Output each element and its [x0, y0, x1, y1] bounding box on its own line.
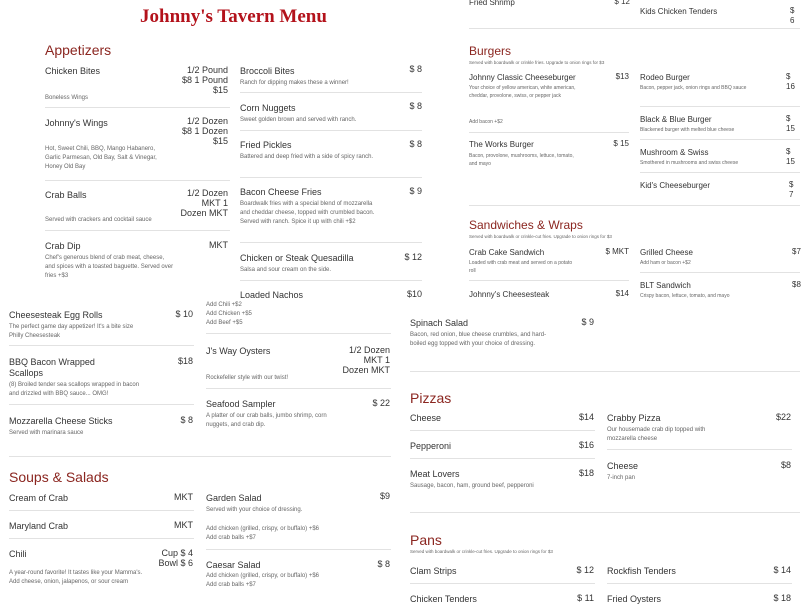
fried-pickles-desc: Battered and deep fried with a side of spicy ranch. [240, 154, 374, 160]
pans-note: Served with boardwalk or crinkle-cut fries. Upgrade to onion rings for $3 [410, 549, 553, 554]
scallops-desc: (8) Broiled tender sea scallops wrapped in bacon and drizzled with BBQ sauce... OMG! [9, 382, 140, 397]
blt-name: BLT Sandwich [640, 281, 691, 290]
oysters-name: J's Way Oysters [206, 346, 271, 356]
kids-tenders-price: $ 6 [790, 6, 795, 25]
chili-price: Cup $ 4 Bowl $ 6 [158, 548, 193, 568]
works-burger-name: The Works Burger [469, 140, 534, 149]
scallops-name: BBQ Bacon Wrapped Scallops [9, 357, 95, 378]
blt-price: $8 [792, 280, 801, 289]
clam-strips-name: Clam Strips [410, 566, 457, 576]
mozzarella-sticks-name: Mozzarella Cheese Sticks [9, 416, 113, 426]
egg-rolls-price: $ 10 [175, 309, 193, 319]
pans-heading: Pans [410, 532, 442, 548]
classic-burger-price: $13 [615, 72, 629, 81]
crab-dip-price: MKT [209, 240, 228, 250]
loaded-nachos-addons: Add Chili +$2 Add Chicken +$5 Add Beef +$5 [206, 302, 252, 326]
pizza-7in-desc: 7-inch pan [607, 475, 636, 481]
meat-lovers-price: $18 [578, 468, 594, 478]
mushroom-swiss-desc: Smothered in mushrooms and swiss cheese [640, 160, 739, 166]
quesadilla-desc: Salsa and sour cream on the side. [240, 267, 332, 273]
classic-burger-name: Johnny Classic Cheeseburger [469, 73, 576, 82]
black-blue-name: Black & Blue Burger [640, 115, 712, 124]
corn-nuggets-desc: Sweet golden brown and served with ranch. [240, 117, 357, 123]
black-blue-price: $ 15 [786, 114, 795, 133]
crab-cake-sandwich-desc: Loaded with crab meat and served on a potato roll [469, 260, 573, 274]
broccoli-bites-name: Broccoli Bites [240, 66, 295, 76]
crab-balls-desc: Served with crackers and cocktail sauce [45, 217, 152, 223]
pizza-7in-price: $8 [780, 460, 791, 470]
kids-tenders-name: Kids Chicken Tenders [640, 7, 718, 16]
sandwiches-note: Served with boardwalk or crinkle-cut fries. Upgrade to onion rings for $3 [469, 234, 612, 239]
caesar-salad-addons: Add chicken (grilled, crispy, or buffalo) +$6 Add crab balls +$7 [206, 573, 320, 588]
quesadilla-name: Chicken or Steak Quesadilla [240, 253, 354, 263]
maryland-crab-price: MKT [174, 520, 193, 530]
crabby-pizza-name: Crabby Pizza [607, 413, 661, 423]
egg-rolls-desc: The perfect game day appetizer! It's a bite size Philly Cheesesteak [9, 324, 134, 339]
mushroom-swiss-price: $ 15 [786, 147, 795, 166]
kids-cheeseburger-name: Kid's Cheeseburger [640, 181, 711, 190]
blt-desc: Crispy bacon, lettuce, tomato, and mayo [640, 293, 730, 299]
chili-desc: A year-round favorite! It tastes like your Mamma's. Add cheese, onion, jalapenos, or sour cream [9, 570, 143, 585]
pizza-cheese-price: $14 [578, 412, 594, 422]
seafood-sampler-desc: A platter of our crab balls, jumbo shrimp, corn nuggets, and crab dip. [206, 413, 327, 428]
mushroom-swiss-name: Mushroom & Swiss [640, 148, 709, 157]
broccoli-bites-desc: Ranch for dipping makes these a winner! [240, 80, 349, 86]
oysters-desc: Rockefeller style with our twist! [206, 375, 289, 381]
chicken-bites-price: 1/2 Pound $8 1 Pound $15 [181, 65, 228, 95]
crab-cake-sandwich-price: $ MKT [605, 247, 629, 256]
rockfish-tenders-name: Rockfish Tenders [607, 566, 676, 576]
burgers-note: Served with boardwalk or crinkle fries. Upgrade to onion rings for $3 [469, 60, 605, 65]
chicken-tenders-name: Chicken Tenders [410, 594, 477, 604]
fried-pickles-name: Fried Pickles [240, 140, 292, 150]
grilled-cheese-name: Grilled Cheese [640, 248, 693, 257]
rodeo-burger-desc: Bacon, pepper jack, onion rings and BBQ sauce [640, 85, 747, 91]
meat-lovers-name: Meat Lovers [410, 469, 460, 479]
crab-balls-price: 1/2 Dozen MKT 1 Dozen MKT [180, 188, 228, 218]
garden-salad-name: Garden Salad [206, 493, 262, 503]
spinach-salad-price: $ 9 [581, 317, 594, 327]
pizzas-heading: Pizzas [410, 390, 452, 406]
pizza-cheese-name: Cheese [410, 413, 442, 423]
bacon-cheese-fries-price: $ 9 [409, 186, 422, 196]
works-burger-desc: Bacon, provolone, mushrooms, lettuce, tomato, and mayo [469, 153, 574, 167]
crabby-pizza-price: $22 [775, 412, 791, 422]
fried-pickles-price: $ 8 [409, 139, 422, 149]
chicken-bites-name: Chicken Bites [45, 66, 101, 76]
mozzarella-sticks-desc: Served with marinara sauce [9, 430, 84, 436]
quesadilla-price: $ 12 [404, 252, 422, 262]
classic-burger-addon: Add bacon +$2 [469, 119, 503, 125]
corn-nuggets-name: Corn Nuggets [240, 103, 296, 113]
scallops-price: $18 [177, 356, 193, 366]
maryland-crab-name: Maryland Crab [9, 521, 69, 531]
broccoli-bites-price: $ 8 [409, 64, 422, 74]
soups-salads-heading: Soups & Salads [9, 469, 109, 485]
fried-oysters-name: Fried Oysters [607, 594, 662, 604]
cream-of-crab-name: Cream of Crab [9, 493, 69, 503]
seafood-sampler-price: $ 22 [372, 398, 390, 408]
loaded-nachos-name: Loaded Nachos [240, 290, 304, 300]
oysters-price: 1/2 Dozen MKT 1 Dozen MKT [342, 345, 390, 375]
pizza-7in-name: Cheese [607, 461, 639, 471]
clam-strips-price: $ 12 [576, 565, 594, 575]
crab-cake-sandwich-name: Crab Cake Sandwich [469, 248, 545, 257]
garden-salad-addons: Add chicken (grilled, crispy, or buffalo) +$6 Add crab balls +$7 [206, 526, 320, 541]
pepperoni-price: $16 [578, 440, 594, 450]
fried-shrimp-name: Fried Shrimp [469, 0, 515, 7]
cheesesteak-name: Johnny's Cheesesteak [469, 290, 550, 299]
rodeo-burger-name: Rodeo Burger [640, 73, 690, 82]
fried-oysters-price: $ 18 [773, 593, 791, 603]
garden-salad-desc: Served with your choice of dressing. [206, 507, 303, 513]
chili-name: Chili [9, 549, 27, 559]
appetizers-heading: Appetizers [45, 42, 112, 58]
works-burger-price: $ 15 [613, 139, 629, 148]
crab-balls-name: Crab Balls [45, 190, 87, 200]
crab-dip-desc: Chef's generous blend of crab meat, cheese, and spices with a toasted baguette. Served over fries +$3 [45, 255, 174, 279]
sandwiches-heading: Sandwiches & Wraps [469, 218, 583, 232]
rodeo-burger-price: $ 16 [786, 72, 795, 91]
rockfish-tenders-price: $ 14 [773, 565, 791, 575]
menu-title: Johnny's Tavern Menu [140, 6, 327, 27]
seafood-sampler-name: Seafood Sampler [206, 399, 276, 409]
bacon-cheese-fries-desc: Boardwalk fries with a special blend of mozzarella and cheddar cheese, topped with crumbled bacon. Served with ranch. Spice it up with chili +$2 [240, 201, 375, 225]
fried-shrimp-price: $ 12 [614, 0, 630, 6]
spinach-salad-desc: Bacon, red onion, blue cheese crumbles, and hard-boiled egg topped with your choice of dressing. [410, 332, 547, 347]
classic-burger-desc: Your choice of yellow american, white american, cheddar, provolone, swiss, or pepper jack [469, 85, 576, 99]
chicken-tenders-price: $ 11 [577, 593, 594, 603]
crab-dip-name: Crab Dip [45, 241, 81, 251]
bacon-cheese-fries-name: Bacon Cheese Fries [240, 187, 322, 197]
johnnys-wings-price: 1/2 Dozen $8 1 Dozen $15 [181, 116, 228, 146]
crabby-pizza-desc: Our housemade crab dip topped with mozzarella cheese [607, 427, 706, 442]
caesar-salad-price: $ 8 [377, 559, 390, 569]
caesar-salad-name: Caesar Salad [206, 560, 261, 570]
garden-salad-price: $9 [379, 491, 390, 501]
spinach-salad-name: Spinach Salad [410, 318, 469, 328]
johnnys-wings-desc: Hot, Sweet Chili, BBQ, Mango Habanero, Garlic Parmesan, Old Bay, Salt & Vinegar, Honey Old Bay [45, 146, 157, 170]
egg-rolls-name: Cheesesteak Egg Rolls [9, 310, 103, 320]
johnnys-wings-name: Johnny's Wings [45, 118, 108, 128]
corn-nuggets-price: $ 8 [409, 101, 422, 111]
chicken-bites-desc: Boneless Wings [45, 95, 89, 101]
burgers-heading: Burgers [469, 44, 512, 58]
kids-cheeseburger-price: $ 7 [789, 180, 794, 199]
black-blue-desc: Blackened burger with melted blue cheese [640, 127, 735, 133]
cream-of-crab-price: MKT [174, 492, 193, 502]
mozzarella-sticks-price: $ 8 [180, 415, 193, 425]
pepperoni-name: Pepperoni [410, 441, 452, 451]
grilled-cheese-price: $7 [792, 247, 801, 256]
grilled-cheese-desc: Add ham or bacon +$2 [640, 260, 691, 266]
meat-lovers-desc: Sausage, bacon, ham, ground beef, pepperoni [410, 483, 534, 489]
cheesesteak-price: $14 [615, 289, 629, 298]
loaded-nachos-price: $10 [406, 289, 422, 299]
